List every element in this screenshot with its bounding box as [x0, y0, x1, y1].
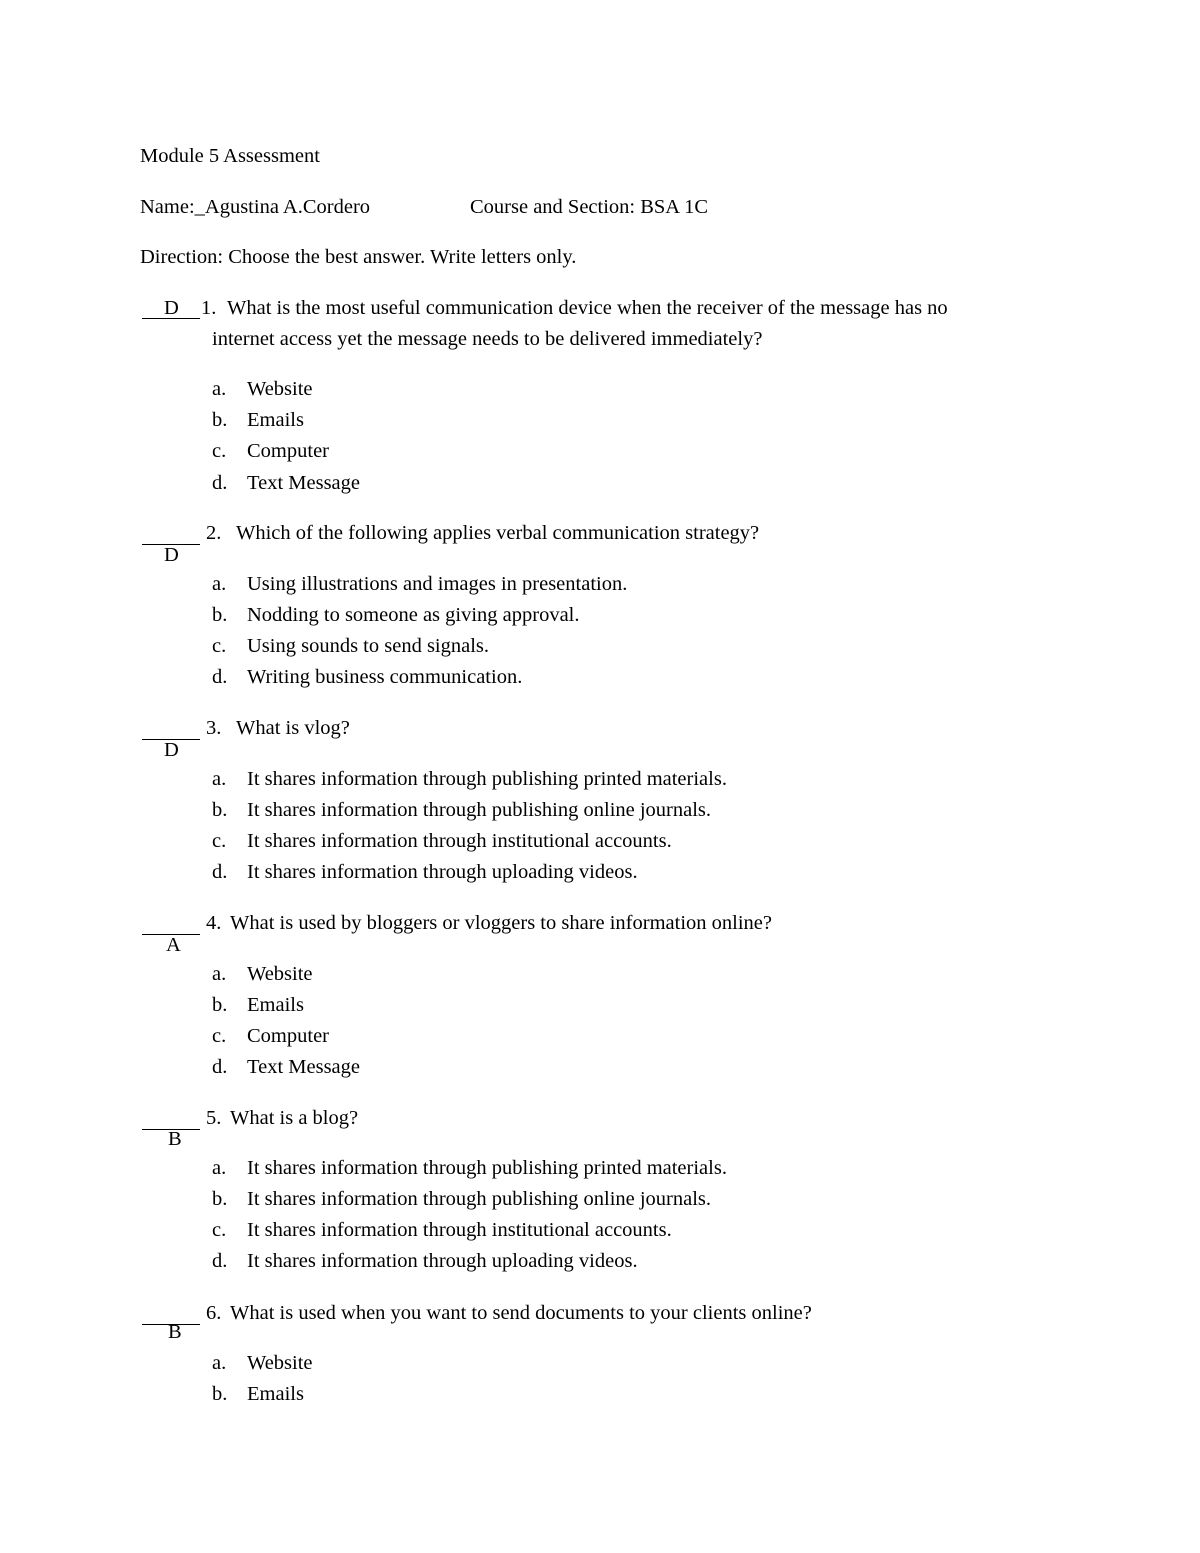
choice-letter: d. — [212, 666, 228, 688]
question-text: What is used by bloggers or vloggers to share information online? — [230, 912, 772, 934]
choice-letter: c. — [212, 1219, 227, 1241]
choice-letter: d. — [212, 472, 228, 494]
choice-letter: c. — [212, 1025, 227, 1047]
question-text: What is used when you want to send documents to your clients online? — [230, 1302, 812, 1324]
choice-text: It shares information through publishing printed materials. — [247, 768, 727, 790]
choice-letter: b. — [212, 1188, 228, 1210]
choice-text: It shares information through institutional accounts. — [247, 830, 672, 852]
choice-text: It shares information through uploading videos. — [247, 861, 638, 883]
choice-letter: b. — [212, 994, 228, 1016]
choice-text: Computer — [247, 1025, 329, 1047]
question-number: 3. — [206, 717, 222, 739]
choice-letter: a. — [212, 1157, 227, 1179]
choice-text: Text Message — [247, 472, 360, 494]
question-text-continued: internet access yet the message needs to be delivered immediately? — [212, 328, 763, 350]
directions: Direction: Choose the best answer. Write letters only. — [140, 246, 577, 268]
choice-text: Nodding to someone as giving approval. — [247, 604, 580, 626]
choice-text: Writing business communication. — [247, 666, 523, 688]
question-number: 1. — [201, 297, 217, 319]
choice-text: Emails — [247, 409, 304, 431]
choice-text: It shares information through institutional accounts. — [247, 1219, 672, 1241]
choice-letter: a. — [212, 1352, 227, 1374]
choice-letter: c. — [212, 830, 227, 852]
choice-text: Website — [247, 963, 313, 985]
question-text: What is the most useful communication device when the receiver of the message has no — [227, 297, 948, 319]
choice-letter: d. — [212, 861, 228, 883]
choice-letter: d. — [212, 1250, 228, 1272]
choice-letter: d. — [212, 1056, 228, 1078]
choice-letter: a. — [212, 963, 227, 985]
choice-letter: b. — [212, 409, 228, 431]
question-number: 2. — [206, 522, 222, 544]
choice-text: It shares information through publishing printed materials. — [247, 1157, 727, 1179]
course-and-section: Course and Section: BSA 1C — [470, 196, 709, 218]
choice-text: It shares information through publishing online journals. — [247, 799, 712, 821]
choice-text: Website — [247, 1352, 313, 1374]
choice-text: Text Message — [247, 1056, 360, 1078]
answer-letter: A — [166, 934, 181, 956]
answer-letter: B — [168, 1321, 182, 1343]
answer-letter: D — [164, 297, 179, 319]
choice-letter: b. — [212, 604, 228, 626]
choice-text: It shares information through uploading videos. — [247, 1250, 638, 1272]
question-number: 6. — [206, 1302, 222, 1324]
answer-letter: D — [164, 544, 179, 566]
choice-letter: b. — [212, 1383, 228, 1405]
choice-letter: c. — [212, 440, 227, 462]
choice-letter: b. — [212, 799, 228, 821]
question-text: What is a blog? — [230, 1107, 359, 1129]
question-text: What is vlog? — [236, 717, 350, 739]
choice-text: Emails — [247, 1383, 304, 1405]
question-number: 4. — [206, 912, 222, 934]
answer-letter: D — [164, 739, 179, 761]
choice-text: Using illustrations and images in presentation. — [247, 573, 628, 595]
choice-letter: a. — [212, 378, 227, 400]
choice-text: Website — [247, 378, 313, 400]
document-title: Module 5 Assessment — [140, 145, 320, 167]
choice-text: Using sounds to send signals. — [247, 635, 490, 657]
choice-text: It shares information through publishing online journals. — [247, 1188, 712, 1210]
choice-letter: a. — [212, 768, 227, 790]
student-name: Name:_Agustina A.Cordero — [140, 196, 371, 218]
choice-letter: c. — [212, 635, 227, 657]
question-number: 5. — [206, 1107, 222, 1129]
answer-letter: B — [168, 1128, 182, 1150]
choice-text: Emails — [247, 994, 304, 1016]
choice-letter: a. — [212, 573, 227, 595]
question-text: Which of the following applies verbal communication strategy? — [236, 522, 760, 544]
choice-text: Computer — [247, 440, 329, 462]
